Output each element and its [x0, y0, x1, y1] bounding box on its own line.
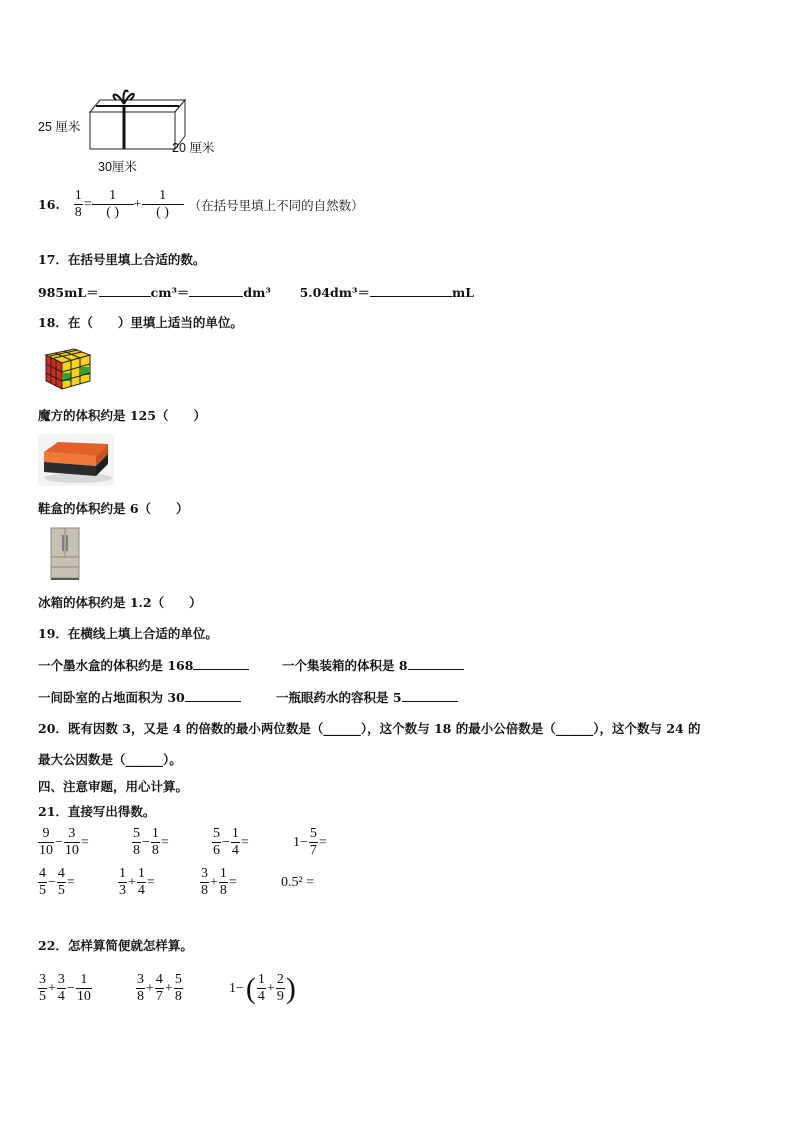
- q21-row2: [38, 866, 315, 899]
- box-figure: [38, 86, 228, 178]
- question-16-number: 16.: [38, 197, 60, 212]
- q21-r2-e1: $\frac{4}{5}$ − $\frac{4}{5}$ =: [39, 866, 75, 898]
- question-19-d: 一瓶眼药水的容积是 5: [276, 688, 458, 706]
- answer-blank-19a[interactable]: [193, 657, 249, 670]
- box-length-label: 30厘米: [98, 160, 137, 174]
- q21-row1: [38, 826, 328, 859]
- answer-blank-19c[interactable]: [185, 689, 241, 702]
- question-22-title: 22．怎样算简便就怎样算。: [38, 938, 193, 953]
- question-20-line1: 20．既有因数 3，又是 4 的倍数的最小两位数是（______），这个数与 18 的最小公倍数是（______），这个数与 24 的: [38, 721, 701, 736]
- q21-r2-e3: $\frac{3}{8}$ + $\frac{1}{8}$ =: [201, 866, 237, 898]
- fraction-blank-1: $\frac{1}{( )}$: [93, 188, 133, 221]
- q21-r1-e3: $\frac{5}{6}$ − $\frac{1}{4}$ =: [213, 826, 249, 858]
- question-17-title: 17．在括号里填上合适的数。: [38, 252, 206, 267]
- question-16: 16. $\frac{1}{8}$ = $\frac{1}{( )}$ + $\frac{1}{( )}$ （在括号里填上不同的自然数）: [38, 188, 364, 220]
- question-16-note: （在括号里填上不同的自然数）: [188, 198, 364, 213]
- fraction-blank-2: $\frac{1}{( )}$: [143, 188, 183, 221]
- shoebox-volume: 鞋盒的体积约是 6（ ）: [38, 501, 189, 516]
- q22-e1: $\frac{3}{5}$ + $\frac{3}{4}$ − $\frac{1}{10}$: [39, 972, 91, 1004]
- refrigerator-image: [48, 527, 82, 585]
- answer-blank-19b[interactable]: [408, 657, 464, 670]
- q21-r1-e4: 1− $\frac{5}{7}$ =: [293, 826, 327, 858]
- answer-blank-ml[interactable]: [370, 284, 452, 297]
- question-19-title: 19．在横线上填上合适的单位。: [38, 626, 218, 641]
- q22-row: [38, 972, 297, 1005]
- question-18-title: 18．在（ ）里填上适当的单位。: [38, 315, 243, 330]
- answer-blank-19d[interactable]: [402, 689, 458, 702]
- box-width-label: 20 厘米: [172, 141, 215, 155]
- answer-blank-cm3[interactable]: [99, 284, 151, 297]
- rubiks-cube-image: [44, 345, 92, 395]
- rubiks-cube-volume: 魔方的体积约是 125（ ）: [38, 408, 206, 423]
- box-height-label: 25 厘米: [38, 120, 81, 134]
- q22-e3: 1− ( $\frac{1}{4}$ + $\frac{2}{9}$ ): [229, 971, 296, 1005]
- q21-r2-e2: $\frac{1}{3}$ + $\frac{1}{4}$ =: [119, 866, 155, 898]
- q21-r1-e2: $\frac{5}{8}$ − $\frac{1}{8}$ =: [133, 826, 169, 858]
- question-19-b: 一个集装箱的体积是 8: [282, 656, 464, 674]
- q21-r2-e4: 0.5² =: [281, 874, 315, 890]
- section-4-title: 四、注意审题，用心计算。: [38, 779, 189, 794]
- question-20-line2: 最大公因数是（______）。: [38, 752, 182, 767]
- question-21-title: 21．直接写出得数。: [38, 804, 156, 819]
- q22-e2: $\frac{3}{8}$ + $\frac{4}{7}$ + $\frac{5}{8}$: [137, 972, 182, 1004]
- question-17-line: 985mL＝ cm³＝ dm³ 5.04dm³＝ mL: [38, 285, 474, 300]
- question-19-a: 一个墨水盒的体积约是 168: [38, 656, 249, 674]
- answer-blank-dm3[interactable]: [189, 284, 243, 297]
- fraction-1-8: $\frac{1}{8}$: [74, 188, 82, 220]
- q21-r1-e1: $\frac{9}{10}$ − $\frac{3}{10}$ =: [39, 826, 89, 858]
- refrigerator-volume: 冰箱的体积约是 1.2（ ）: [38, 595, 202, 610]
- shoebox-image: [38, 434, 114, 490]
- question-19-c: 一间卧室的占地面积为 30: [38, 688, 241, 706]
